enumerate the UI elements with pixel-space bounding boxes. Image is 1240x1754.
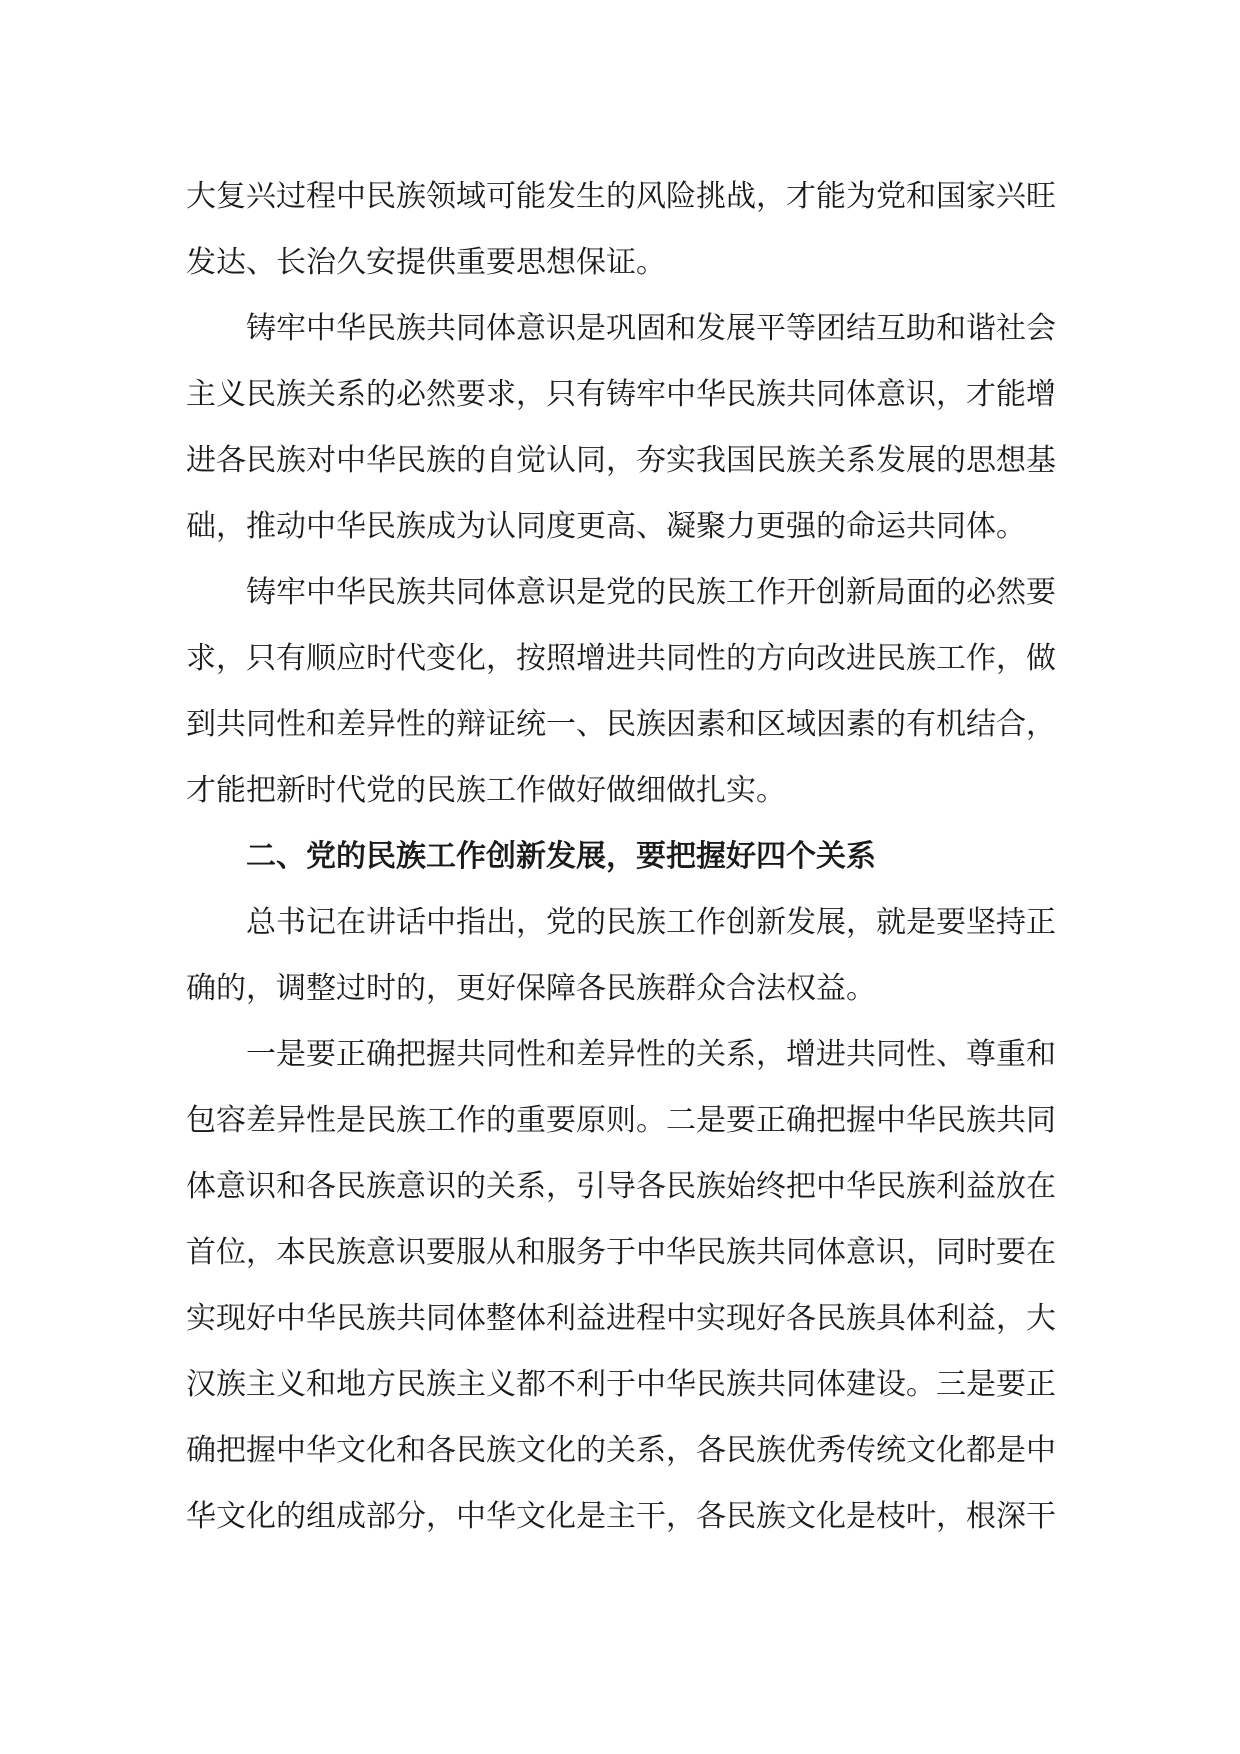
section-heading: 二、党的民族工作创新发展，要把握好四个关系 xyxy=(246,839,876,874)
paragraph-line: 才能把新时代党的民族工作做好做细做扎实。 xyxy=(186,773,786,808)
paragraph-line: 础，推动中华民族成为认同度更高、凝聚力更强的命运共同体。 xyxy=(186,509,1026,544)
paragraph-line: 总书记在讲话中指出，党的民族工作创新发展，就是要坚持正 xyxy=(246,905,1056,940)
document-body xyxy=(186,164,1056,1550)
paragraph-line: 汉族主义和地方民族主义都不利于中华民族共同体建设。三是要正 xyxy=(186,1367,1056,1402)
paragraph-line: 实现好中华民族共同体整体利益进程中实现好各民族具体利益，大 xyxy=(186,1301,1056,1336)
paragraph-line: 确把握中华文化和各民族文化的关系，各民族优秀传统文化都是中 xyxy=(186,1433,1056,1468)
paragraph-line: 主义民族关系的必然要求，只有铸牢中华民族共同体意识，才能增 xyxy=(186,377,1056,412)
paragraph-line: 求，只有顺应时代变化，按照增进共同性的方向改进民族工作，做 xyxy=(186,641,1056,676)
paragraph-line: 铸牢中华民族共同体意识是党的民族工作开创新局面的必然要 xyxy=(246,575,1056,610)
paragraph-line: 到共同性和差异性的辩证统一、民族因素和区域因素的有机结合， xyxy=(186,707,1056,742)
paragraph-line: 进各民族对中华民族的自觉认同，夯实我国民族关系发展的思想基 xyxy=(186,443,1056,478)
paragraph-line: 一是要正确把握共同性和差异性的关系，增进共同性、尊重和 xyxy=(246,1037,1056,1072)
paragraph-line: 大复兴过程中民族领域可能发生的风险挑战，才能为党和国家兴旺 xyxy=(186,179,1056,214)
paragraph-line: 铸牢中华民族共同体意识是巩固和发展平等团结互助和谐社会 xyxy=(246,311,1056,346)
paragraph-line: 华文化的组成部分，中华文化是主干，各民族文化是枝叶，根深干 xyxy=(186,1499,1056,1534)
paragraph-line: 包容差异性是民族工作的重要原则。二是要正确把握中华民族共同 xyxy=(186,1103,1056,1138)
paragraph-line: 确的，调整过时的，更好保障各民族群众合法权益。 xyxy=(186,971,876,1006)
paragraph-line: 首位，本民族意识要服从和服务于中华民族共同体意识，同时要在 xyxy=(186,1235,1056,1270)
paragraph-line: 发达、长治久安提供重要思想保证。 xyxy=(186,245,666,280)
paragraph-line: 体意识和各民族意识的关系，引导各民族始终把中华民族利益放在 xyxy=(186,1169,1056,1204)
